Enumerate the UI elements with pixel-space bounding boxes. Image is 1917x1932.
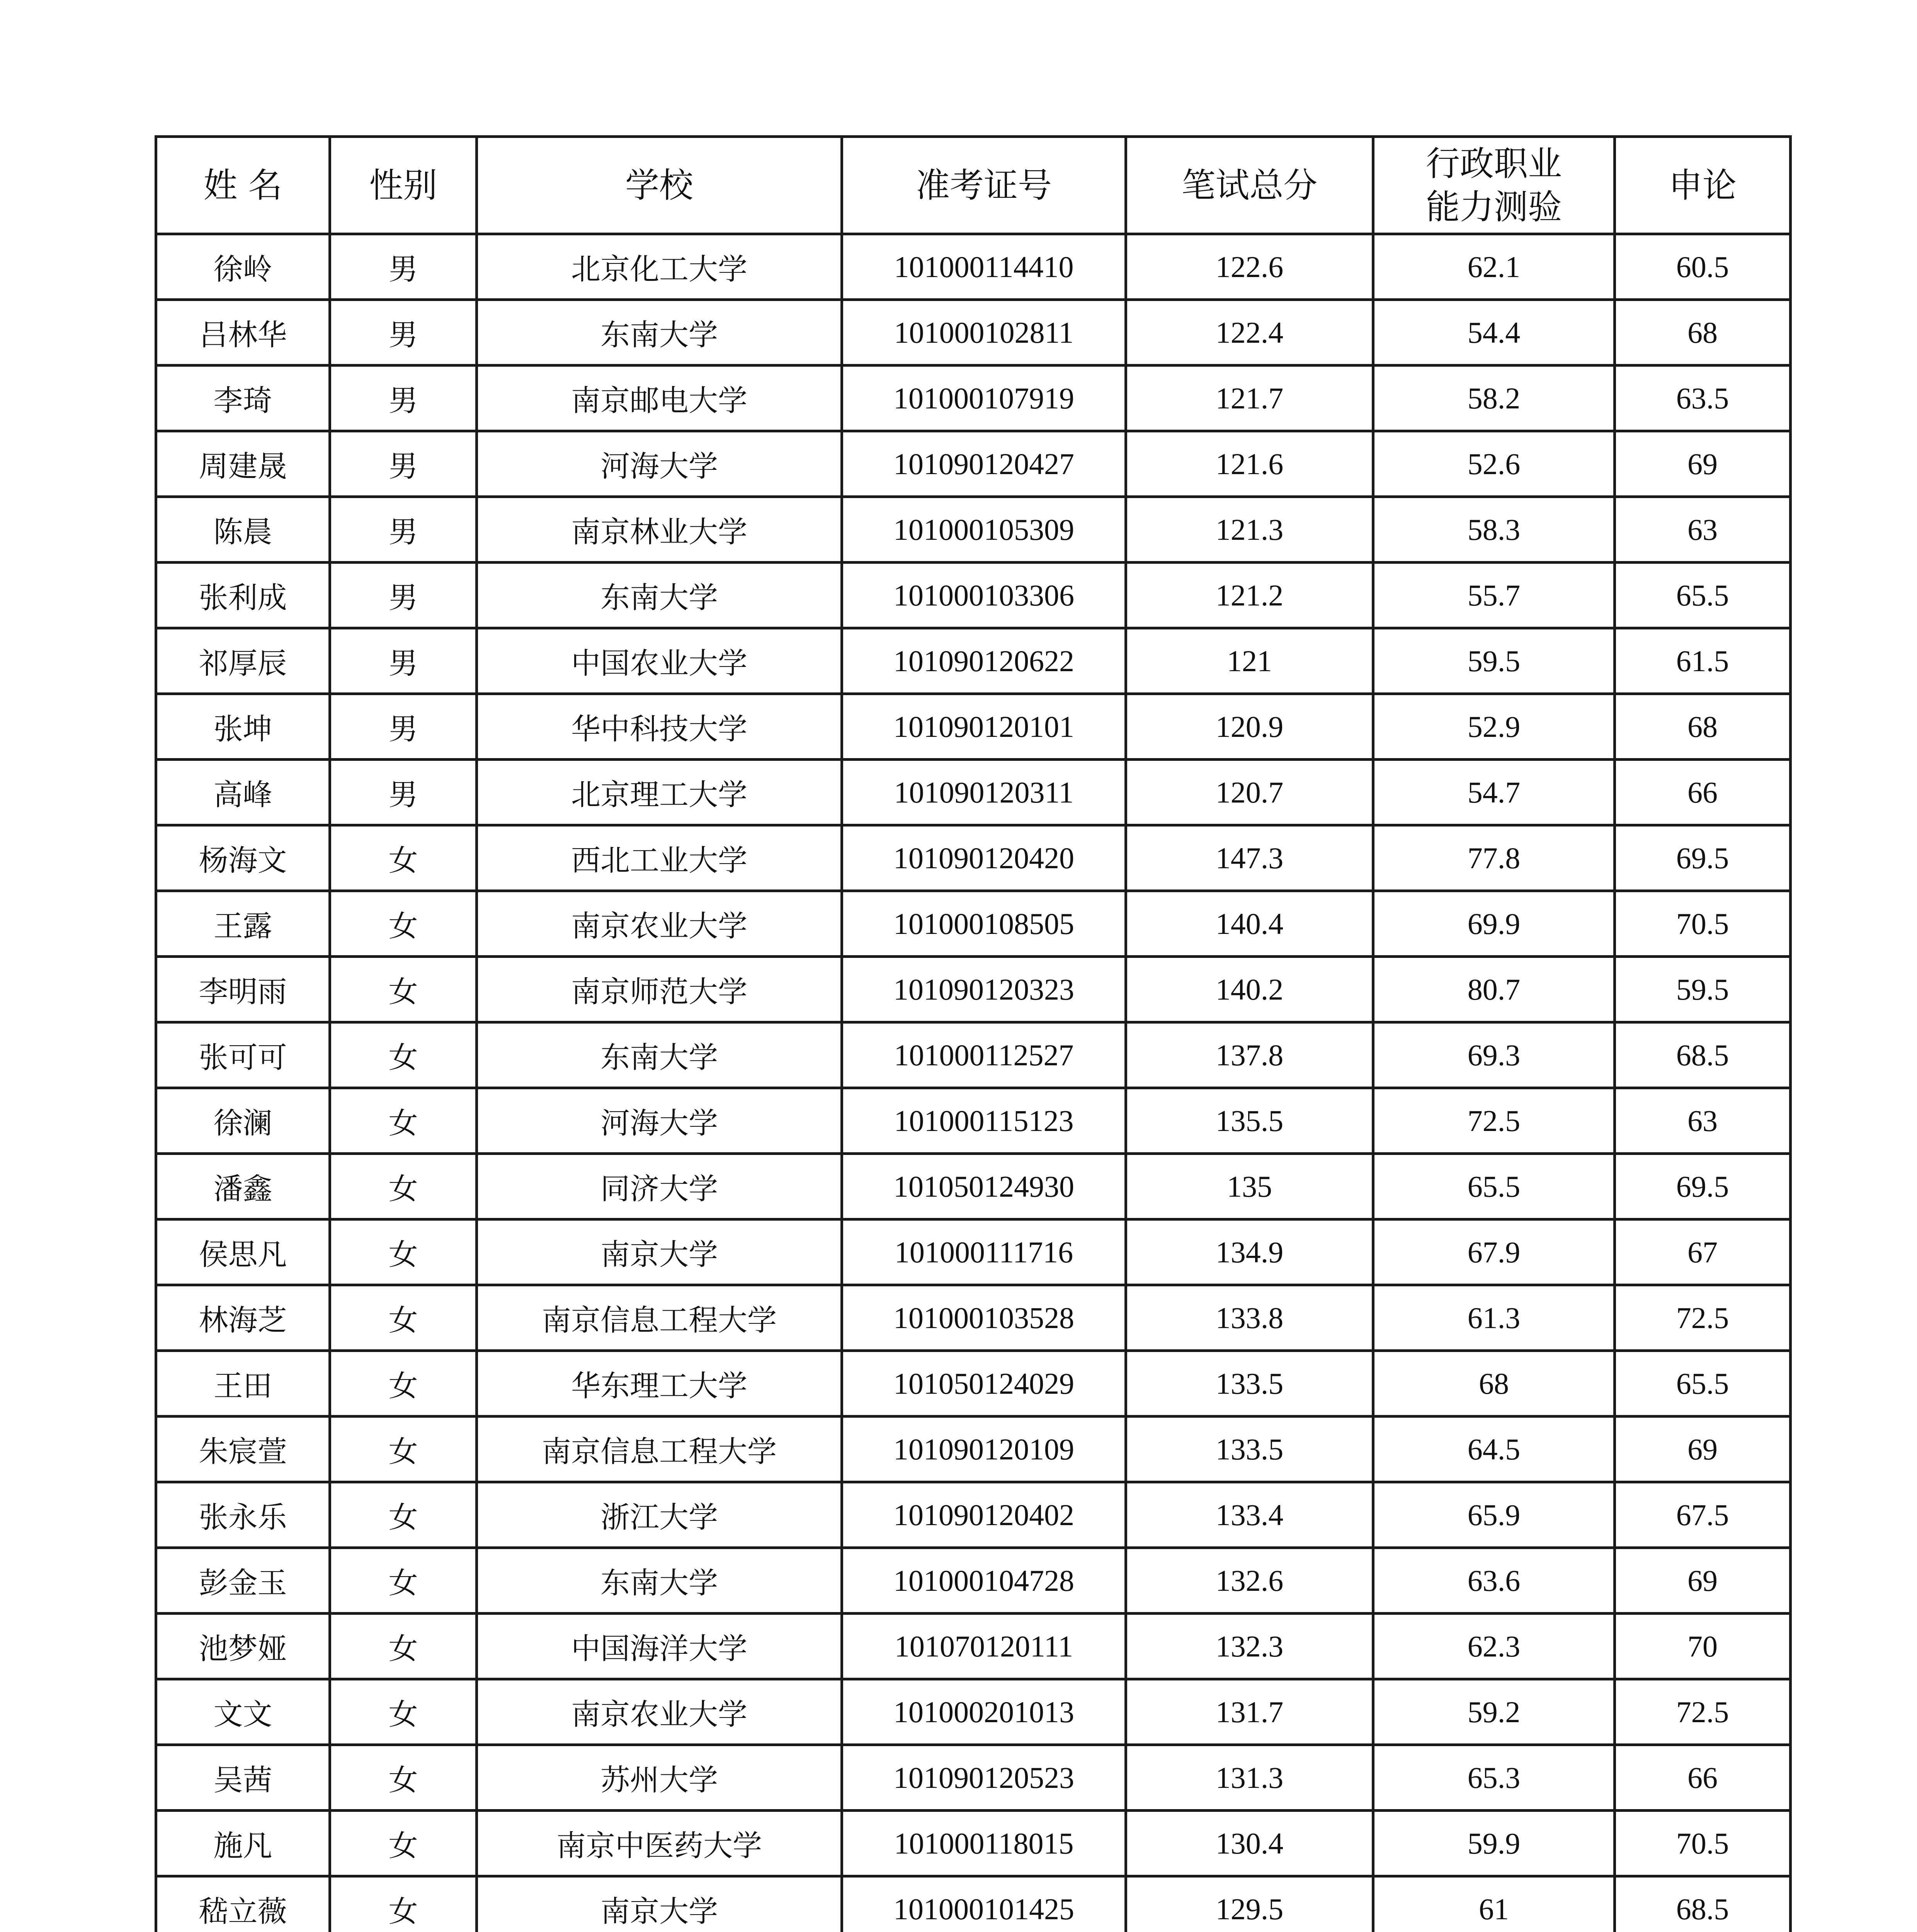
header-essay: 申论: [1615, 137, 1791, 234]
cell-essay: 68.5: [1615, 1876, 1791, 1932]
cell-school: 华中科技大学: [477, 694, 842, 760]
cell-gender: 女: [330, 1285, 477, 1351]
cell-name: 侯思凡: [156, 1219, 330, 1285]
cell-school: 南京农业大学: [477, 1679, 842, 1745]
cell-essay: 63: [1615, 497, 1791, 563]
cell-written-total: 129.5: [1126, 1876, 1373, 1932]
cell-name: 池梦娅: [156, 1614, 330, 1679]
cell-gender: 女: [330, 825, 477, 891]
cell-school: 东南大学: [477, 563, 842, 628]
cell-name: 周建晟: [156, 431, 330, 497]
cell-essay: 65.5: [1615, 1351, 1791, 1417]
cell-essay: 69: [1615, 431, 1791, 497]
cell-school: 南京大学: [477, 1219, 842, 1285]
cell-school: 浙江大学: [477, 1482, 842, 1548]
cell-aptitude: 65.5: [1373, 1154, 1615, 1219]
cell-gender: 女: [330, 1219, 477, 1285]
cell-name: 嵇立薇: [156, 1876, 330, 1932]
cell-name: 张坤: [156, 694, 330, 760]
table-row: [156, 760, 1791, 825]
cell-essay: 67: [1615, 1219, 1791, 1285]
cell-written-total: 122.6: [1126, 234, 1373, 300]
cell-essay: 69.5: [1615, 825, 1791, 891]
table-row: [156, 1614, 1791, 1679]
cell-aptitude: 62.1: [1373, 234, 1615, 300]
cell-gender: 男: [330, 300, 477, 366]
cell-essay: 67.5: [1615, 1482, 1791, 1548]
cell-exam-no: 101000108505: [842, 891, 1126, 957]
cell-aptitude: 61: [1373, 1876, 1615, 1932]
cell-exam-no: 101000107919: [842, 366, 1126, 431]
cell-school: 南京大学: [477, 1876, 842, 1932]
table-row: [156, 1482, 1791, 1548]
cell-name: 施凡: [156, 1811, 330, 1876]
cell-essay: 70: [1615, 1614, 1791, 1679]
cell-name: 高峰: [156, 760, 330, 825]
cell-gender: 男: [330, 694, 477, 760]
cell-school: 同济大学: [477, 1154, 842, 1219]
cell-exam-no: 101000103306: [842, 563, 1126, 628]
cell-school: 东南大学: [477, 1022, 842, 1088]
cell-gender: 女: [330, 891, 477, 957]
cell-essay: 69.5: [1615, 1154, 1791, 1219]
cell-gender: 男: [330, 760, 477, 825]
cell-essay: 68: [1615, 694, 1791, 760]
cell-name: 林海芝: [156, 1285, 330, 1351]
cell-aptitude: 59.9: [1373, 1811, 1615, 1876]
header-name: 姓 名: [156, 137, 330, 234]
cell-gender: 女: [330, 1088, 477, 1154]
cell-school: 苏州大学: [477, 1745, 842, 1811]
cell-written-total: 140.4: [1126, 891, 1373, 957]
table-row: [156, 957, 1791, 1022]
cell-exam-no: 101000114410: [842, 234, 1126, 300]
cell-name: 彭金玉: [156, 1548, 330, 1614]
cell-essay: 72.5: [1615, 1679, 1791, 1745]
table-row: [156, 1022, 1791, 1088]
cell-aptitude: 80.7: [1373, 957, 1615, 1022]
cell-aptitude: 72.5: [1373, 1088, 1615, 1154]
table-body: [156, 234, 1791, 1932]
cell-gender: 男: [330, 366, 477, 431]
cell-essay: 66: [1615, 760, 1791, 825]
header-written-total: 笔试总分: [1126, 137, 1373, 234]
cell-gender: 女: [330, 1876, 477, 1932]
cell-aptitude: 62.3: [1373, 1614, 1615, 1679]
table-row: [156, 431, 1791, 497]
cell-written-total: 120.7: [1126, 760, 1373, 825]
header-school: 学校: [477, 137, 842, 234]
cell-gender: 女: [330, 1482, 477, 1548]
cell-exam-no: 101090120420: [842, 825, 1126, 891]
cell-aptitude: 58.3: [1373, 497, 1615, 563]
cell-written-total: 135: [1126, 1154, 1373, 1219]
cell-aptitude: 69.3: [1373, 1022, 1615, 1088]
cell-school: 河海大学: [477, 431, 842, 497]
cell-gender: 女: [330, 1811, 477, 1876]
table-row: [156, 1351, 1791, 1417]
cell-exam-no: 101000105309: [842, 497, 1126, 563]
cell-school: 南京农业大学: [477, 891, 842, 957]
cell-exam-no: 101000103528: [842, 1285, 1126, 1351]
cell-name: 祁厚辰: [156, 628, 330, 694]
cell-exam-no: 101050124029: [842, 1351, 1126, 1417]
cell-exam-no: 101090120427: [842, 431, 1126, 497]
cell-school: 河海大学: [477, 1088, 842, 1154]
table-row: [156, 300, 1791, 366]
cell-exam-no: 101090120402: [842, 1482, 1126, 1548]
cell-aptitude: 58.2: [1373, 366, 1615, 431]
cell-written-total: 135.5: [1126, 1088, 1373, 1154]
cell-exam-no: 101090120109: [842, 1417, 1126, 1482]
cell-gender: 女: [330, 1417, 477, 1482]
cell-essay: 63.5: [1615, 366, 1791, 431]
cell-name: 张永乐: [156, 1482, 330, 1548]
cell-gender: 女: [330, 1351, 477, 1417]
cell-gender: 男: [330, 497, 477, 563]
cell-aptitude: 64.5: [1373, 1417, 1615, 1482]
cell-gender: 女: [330, 1022, 477, 1088]
cell-exam-no: 101090120101: [842, 694, 1126, 760]
cell-school: 南京林业大学: [477, 497, 842, 563]
cell-aptitude: 55.7: [1373, 563, 1615, 628]
cell-school: 东南大学: [477, 1548, 842, 1614]
cell-gender: 女: [330, 1745, 477, 1811]
cell-gender: 女: [330, 957, 477, 1022]
cell-gender: 男: [330, 563, 477, 628]
cell-aptitude: 54.7: [1373, 760, 1615, 825]
header-gender: 性别: [330, 137, 477, 234]
table-row: [156, 1745, 1791, 1811]
cell-exam-no: 101000101425: [842, 1876, 1126, 1932]
cell-aptitude: 52.9: [1373, 694, 1615, 760]
cell-name: 李琦: [156, 366, 330, 431]
cell-written-total: 120.9: [1126, 694, 1373, 760]
cell-exam-no: 101000102811: [842, 300, 1126, 366]
cell-exam-no: 101000111716: [842, 1219, 1126, 1285]
cell-essay: 69: [1615, 1417, 1791, 1482]
cell-school: 华东理工大学: [477, 1351, 842, 1417]
cell-exam-no: 101000104728: [842, 1548, 1126, 1614]
cell-gender: 女: [330, 1679, 477, 1745]
cell-name: 陈晨: [156, 497, 330, 563]
cell-gender: 男: [330, 628, 477, 694]
cell-school: 东南大学: [477, 300, 842, 366]
cell-name: 潘鑫: [156, 1154, 330, 1219]
cell-written-total: 130.4: [1126, 1811, 1373, 1876]
cell-name: 徐岭: [156, 234, 330, 300]
cell-written-total: 121.7: [1126, 366, 1373, 431]
table-header: [156, 137, 1791, 234]
cell-name: 文文: [156, 1679, 330, 1745]
cell-aptitude: 67.9: [1373, 1219, 1615, 1285]
score-table: [155, 135, 1792, 1932]
cell-name: 王田: [156, 1351, 330, 1417]
cell-written-total: 131.3: [1126, 1745, 1373, 1811]
cell-exam-no: 101070120111: [842, 1614, 1126, 1679]
cell-name: 张利成: [156, 563, 330, 628]
cell-essay: 59.5: [1615, 957, 1791, 1022]
cell-written-total: 133.5: [1126, 1351, 1373, 1417]
cell-gender: 女: [330, 1154, 477, 1219]
cell-essay: 65.5: [1615, 563, 1791, 628]
table-row: [156, 1285, 1791, 1351]
cell-name: 吴茜: [156, 1745, 330, 1811]
cell-essay: 60.5: [1615, 234, 1791, 300]
cell-written-total: 132.3: [1126, 1614, 1373, 1679]
cell-name: 王露: [156, 891, 330, 957]
table-row: [156, 1219, 1791, 1285]
cell-aptitude: 63.6: [1373, 1548, 1615, 1614]
cell-name: 徐澜: [156, 1088, 330, 1154]
table-row: [156, 1417, 1791, 1482]
cell-school: 中国海洋大学: [477, 1614, 842, 1679]
table-row: [156, 1811, 1791, 1876]
cell-gender: 男: [330, 431, 477, 497]
table-row: [156, 1548, 1791, 1614]
cell-name: 朱宸萱: [156, 1417, 330, 1482]
cell-gender: 女: [330, 1614, 477, 1679]
table-row: [156, 1154, 1791, 1219]
cell-written-total: 121.2: [1126, 563, 1373, 628]
cell-written-total: 140.2: [1126, 957, 1373, 1022]
cell-exam-no: 101090120311: [842, 760, 1126, 825]
cell-essay: 68: [1615, 300, 1791, 366]
cell-exam-no: 101000112527: [842, 1022, 1126, 1088]
cell-school: 北京理工大学: [477, 760, 842, 825]
cell-aptitude: 59.5: [1373, 628, 1615, 694]
cell-school: 北京化工大学: [477, 234, 842, 300]
cell-exam-no: 101000115123: [842, 1088, 1126, 1154]
table-row: [156, 234, 1791, 300]
cell-essay: 70.5: [1615, 1811, 1791, 1876]
table-row: [156, 366, 1791, 431]
cell-school: 西北工业大学: [477, 825, 842, 891]
table-row: [156, 497, 1791, 563]
header-aptitude-label: 行政职业能力测验: [1425, 143, 1562, 227]
cell-school: 中国农业大学: [477, 628, 842, 694]
table-row: [156, 825, 1791, 891]
cell-written-total: 132.6: [1126, 1548, 1373, 1614]
cell-written-total: 134.9: [1126, 1219, 1373, 1285]
cell-written-total: 121.3: [1126, 497, 1373, 563]
cell-name: 吕林华: [156, 300, 330, 366]
cell-exam-no: 101050124930: [842, 1154, 1126, 1219]
cell-school: 南京信息工程大学: [477, 1417, 842, 1482]
table-row: [156, 891, 1791, 957]
cell-name: 李明雨: [156, 957, 330, 1022]
cell-written-total: 122.4: [1126, 300, 1373, 366]
header-row: [156, 137, 1791, 234]
cell-aptitude: 65.9: [1373, 1482, 1615, 1548]
cell-written-total: 133.5: [1126, 1417, 1373, 1482]
cell-essay: 69: [1615, 1548, 1791, 1614]
cell-written-total: 131.7: [1126, 1679, 1373, 1745]
cell-essay: 66: [1615, 1745, 1791, 1811]
cell-school: 南京邮电大学: [477, 366, 842, 431]
cell-exam-no: 101090120523: [842, 1745, 1126, 1811]
cell-gender: 男: [330, 234, 477, 300]
cell-aptitude: 65.3: [1373, 1745, 1615, 1811]
cell-exam-no: 101090120622: [842, 628, 1126, 694]
cell-essay: 72.5: [1615, 1285, 1791, 1351]
cell-name: 张可可: [156, 1022, 330, 1088]
cell-school: 南京信息工程大学: [477, 1285, 842, 1351]
cell-essay: 70.5: [1615, 891, 1791, 957]
table-row: [156, 1088, 1791, 1154]
cell-aptitude: 54.4: [1373, 300, 1615, 366]
cell-essay: 61.5: [1615, 628, 1791, 694]
cell-written-total: 137.8: [1126, 1022, 1373, 1088]
cell-essay: 63: [1615, 1088, 1791, 1154]
cell-aptitude: 77.8: [1373, 825, 1615, 891]
cell-aptitude: 68: [1373, 1351, 1615, 1417]
cell-essay: 68.5: [1615, 1022, 1791, 1088]
table-row: [156, 563, 1791, 628]
cell-exam-no: 101000118015: [842, 1811, 1126, 1876]
cell-exam-no: 101000201013: [842, 1679, 1126, 1745]
cell-school: 南京中医药大学: [477, 1811, 842, 1876]
cell-aptitude: 61.3: [1373, 1285, 1615, 1351]
table-row: [156, 1876, 1791, 1932]
cell-aptitude: 59.2: [1373, 1679, 1615, 1745]
cell-written-total: 121: [1126, 628, 1373, 694]
cell-written-total: 121.6: [1126, 431, 1373, 497]
header-aptitude: [1373, 137, 1615, 234]
table-row: [156, 628, 1791, 694]
cell-name: 杨海文: [156, 825, 330, 891]
cell-written-total: 133.8: [1126, 1285, 1373, 1351]
table-row: [156, 1679, 1791, 1745]
cell-aptitude: 69.9: [1373, 891, 1615, 957]
cell-gender: 女: [330, 1548, 477, 1614]
cell-written-total: 133.4: [1126, 1482, 1373, 1548]
cell-aptitude: 52.6: [1373, 431, 1615, 497]
cell-written-total: 147.3: [1126, 825, 1373, 891]
header-exam-no: 准考证号: [842, 137, 1126, 234]
table-row: [156, 694, 1791, 760]
cell-exam-no: 101090120323: [842, 957, 1126, 1022]
cell-school: 南京师范大学: [477, 957, 842, 1022]
